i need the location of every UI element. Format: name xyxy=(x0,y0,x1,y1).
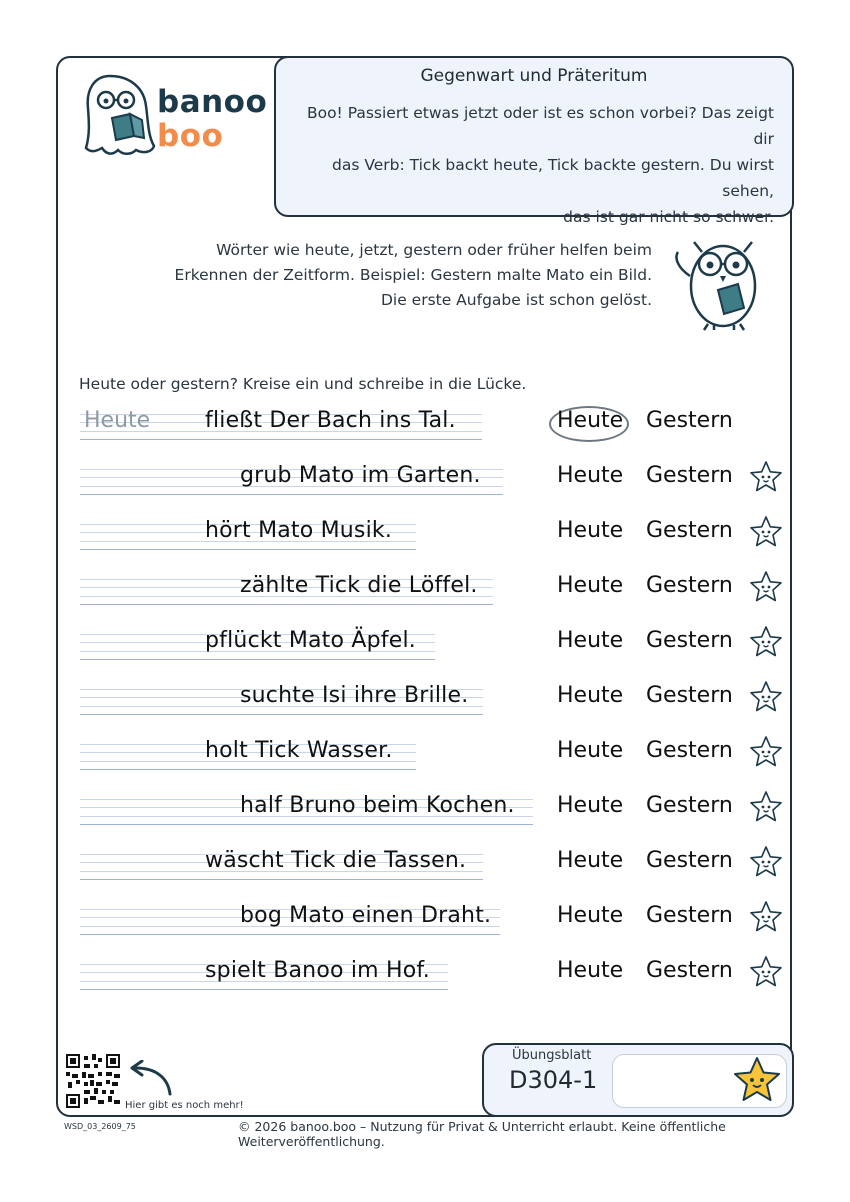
intro-line: das ist gar nicht so schwer. xyxy=(563,208,774,226)
exercise-row xyxy=(0,845,850,900)
sentence-text: bog Mato einen Draht. xyxy=(240,903,492,928)
hint-text xyxy=(152,238,652,313)
option-heute[interactable]: Heute xyxy=(557,958,624,983)
intro-box xyxy=(274,56,794,226)
option-gestern[interactable]: Gestern xyxy=(646,738,733,763)
exercise-row xyxy=(0,515,850,570)
copyright-text: © 2026 banoo.boo – Nutzung für Privat & Unterricht erlaubt. Keine öffentliche Weiterveröffentlichung. xyxy=(238,1119,726,1149)
option-gestern[interactable]: Gestern xyxy=(646,628,733,653)
sheet-code: D304-1 xyxy=(509,1066,598,1094)
check-star-icon[interactable] xyxy=(748,624,784,660)
sentence-text: fließt Der Bach ins Tal. xyxy=(205,408,456,433)
option-heute[interactable]: Heute xyxy=(557,408,624,433)
option-gestern[interactable]: Gestern xyxy=(646,848,733,873)
sentence-text: spielt Banoo im Hof. xyxy=(205,958,430,983)
option-heute[interactable]: Heute xyxy=(557,793,624,818)
option-gestern[interactable]: Gestern xyxy=(646,573,733,598)
hint-line: Wörter wie heute, jetzt, gestern oder früher helfen beim xyxy=(216,241,652,259)
qr-caption: Hier gibt es noch mehr! xyxy=(125,1100,244,1111)
exercise-row xyxy=(0,625,850,680)
sentence-text: zählte Tick die Löffel. xyxy=(240,573,478,598)
logo-wordmark-bottom: boo xyxy=(157,118,224,154)
smiling-star-icon xyxy=(731,1055,783,1105)
qr-code-icon[interactable] xyxy=(66,1054,120,1108)
task-instruction: Heute oder gestern? Kreise ein und schreibe in die Lücke. xyxy=(79,375,527,393)
intro-line: Boo! Passiert etwas jetzt oder ist es schon vorbei? Das zeigt dir xyxy=(306,104,774,148)
option-heute[interactable]: Heute xyxy=(557,573,624,598)
option-heute[interactable]: Heute xyxy=(557,683,624,708)
check-star-icon[interactable] xyxy=(748,734,784,770)
exercise-row xyxy=(0,735,850,790)
exercise-row xyxy=(0,680,850,735)
owl-reading-icon xyxy=(664,228,782,332)
intro-line: das Verb: Tick backt heute, Tick backte gestern. Du wirst sehen, xyxy=(332,156,774,200)
check-star-icon[interactable] xyxy=(748,569,784,605)
exercise-row xyxy=(0,900,850,955)
option-heute[interactable]: Heute xyxy=(557,628,624,653)
sentence-text: grub Mato im Garten. xyxy=(240,463,481,488)
intro-text xyxy=(284,100,774,230)
option-gestern[interactable]: Gestern xyxy=(646,903,733,928)
sentence-text: half Bruno beim Kochen. xyxy=(240,793,515,818)
option-heute[interactable]: Heute xyxy=(557,848,624,873)
check-star-icon[interactable] xyxy=(748,844,784,880)
sentence-text: holt Tick Wasser. xyxy=(205,738,393,763)
exercise-row xyxy=(0,570,850,625)
exercise-row xyxy=(0,790,850,845)
sheet-label: Übungsblatt xyxy=(512,1048,592,1063)
option-gestern[interactable]: Gestern xyxy=(646,683,733,708)
check-star-icon[interactable] xyxy=(748,459,784,495)
check-star-icon[interactable] xyxy=(748,789,784,825)
exercise-row xyxy=(0,955,850,1010)
check-star-icon[interactable] xyxy=(748,899,784,935)
hint-line: Die erste Aufgabe ist schon gelöst. xyxy=(380,291,652,309)
option-gestern[interactable]: Gestern xyxy=(646,463,733,488)
option-heute[interactable]: Heute xyxy=(557,903,624,928)
check-star-icon[interactable] xyxy=(748,679,784,715)
sentence-text: pflückt Mato Äpfel. xyxy=(205,628,416,653)
option-heute[interactable]: Heute xyxy=(557,518,624,543)
option-heute[interactable]: Heute xyxy=(557,738,624,763)
curved-arrow-icon xyxy=(126,1060,178,1098)
sentence-text: wäscht Tick die Tassen. xyxy=(205,848,467,873)
option-gestern[interactable]: Gestern xyxy=(646,958,733,983)
option-gestern[interactable]: Gestern xyxy=(646,518,733,543)
option-heute[interactable]: Heute xyxy=(557,463,624,488)
exercise-row xyxy=(0,405,850,460)
worksheet-title: Gegenwart und Präteritum xyxy=(420,66,648,86)
option-gestern[interactable]: Gestern xyxy=(646,408,733,433)
example-answer: Heute xyxy=(84,408,151,433)
logo-wordmark-top: banoo xyxy=(157,84,268,120)
check-star-icon[interactable] xyxy=(748,514,784,550)
option-gestern[interactable]: Gestern xyxy=(646,793,733,818)
exercise-row xyxy=(0,460,850,515)
reference-id: WSD_03_2609_75 xyxy=(64,1122,136,1131)
sentence-text: hört Mato Musik. xyxy=(205,518,393,543)
check-star-icon[interactable] xyxy=(748,954,784,990)
hint-line: Erkennen der Zeitform. Beispiel: Gestern malte Mato ein Bild. xyxy=(174,266,652,284)
sentence-text: suchte Isi ihre Brille. xyxy=(240,683,469,708)
